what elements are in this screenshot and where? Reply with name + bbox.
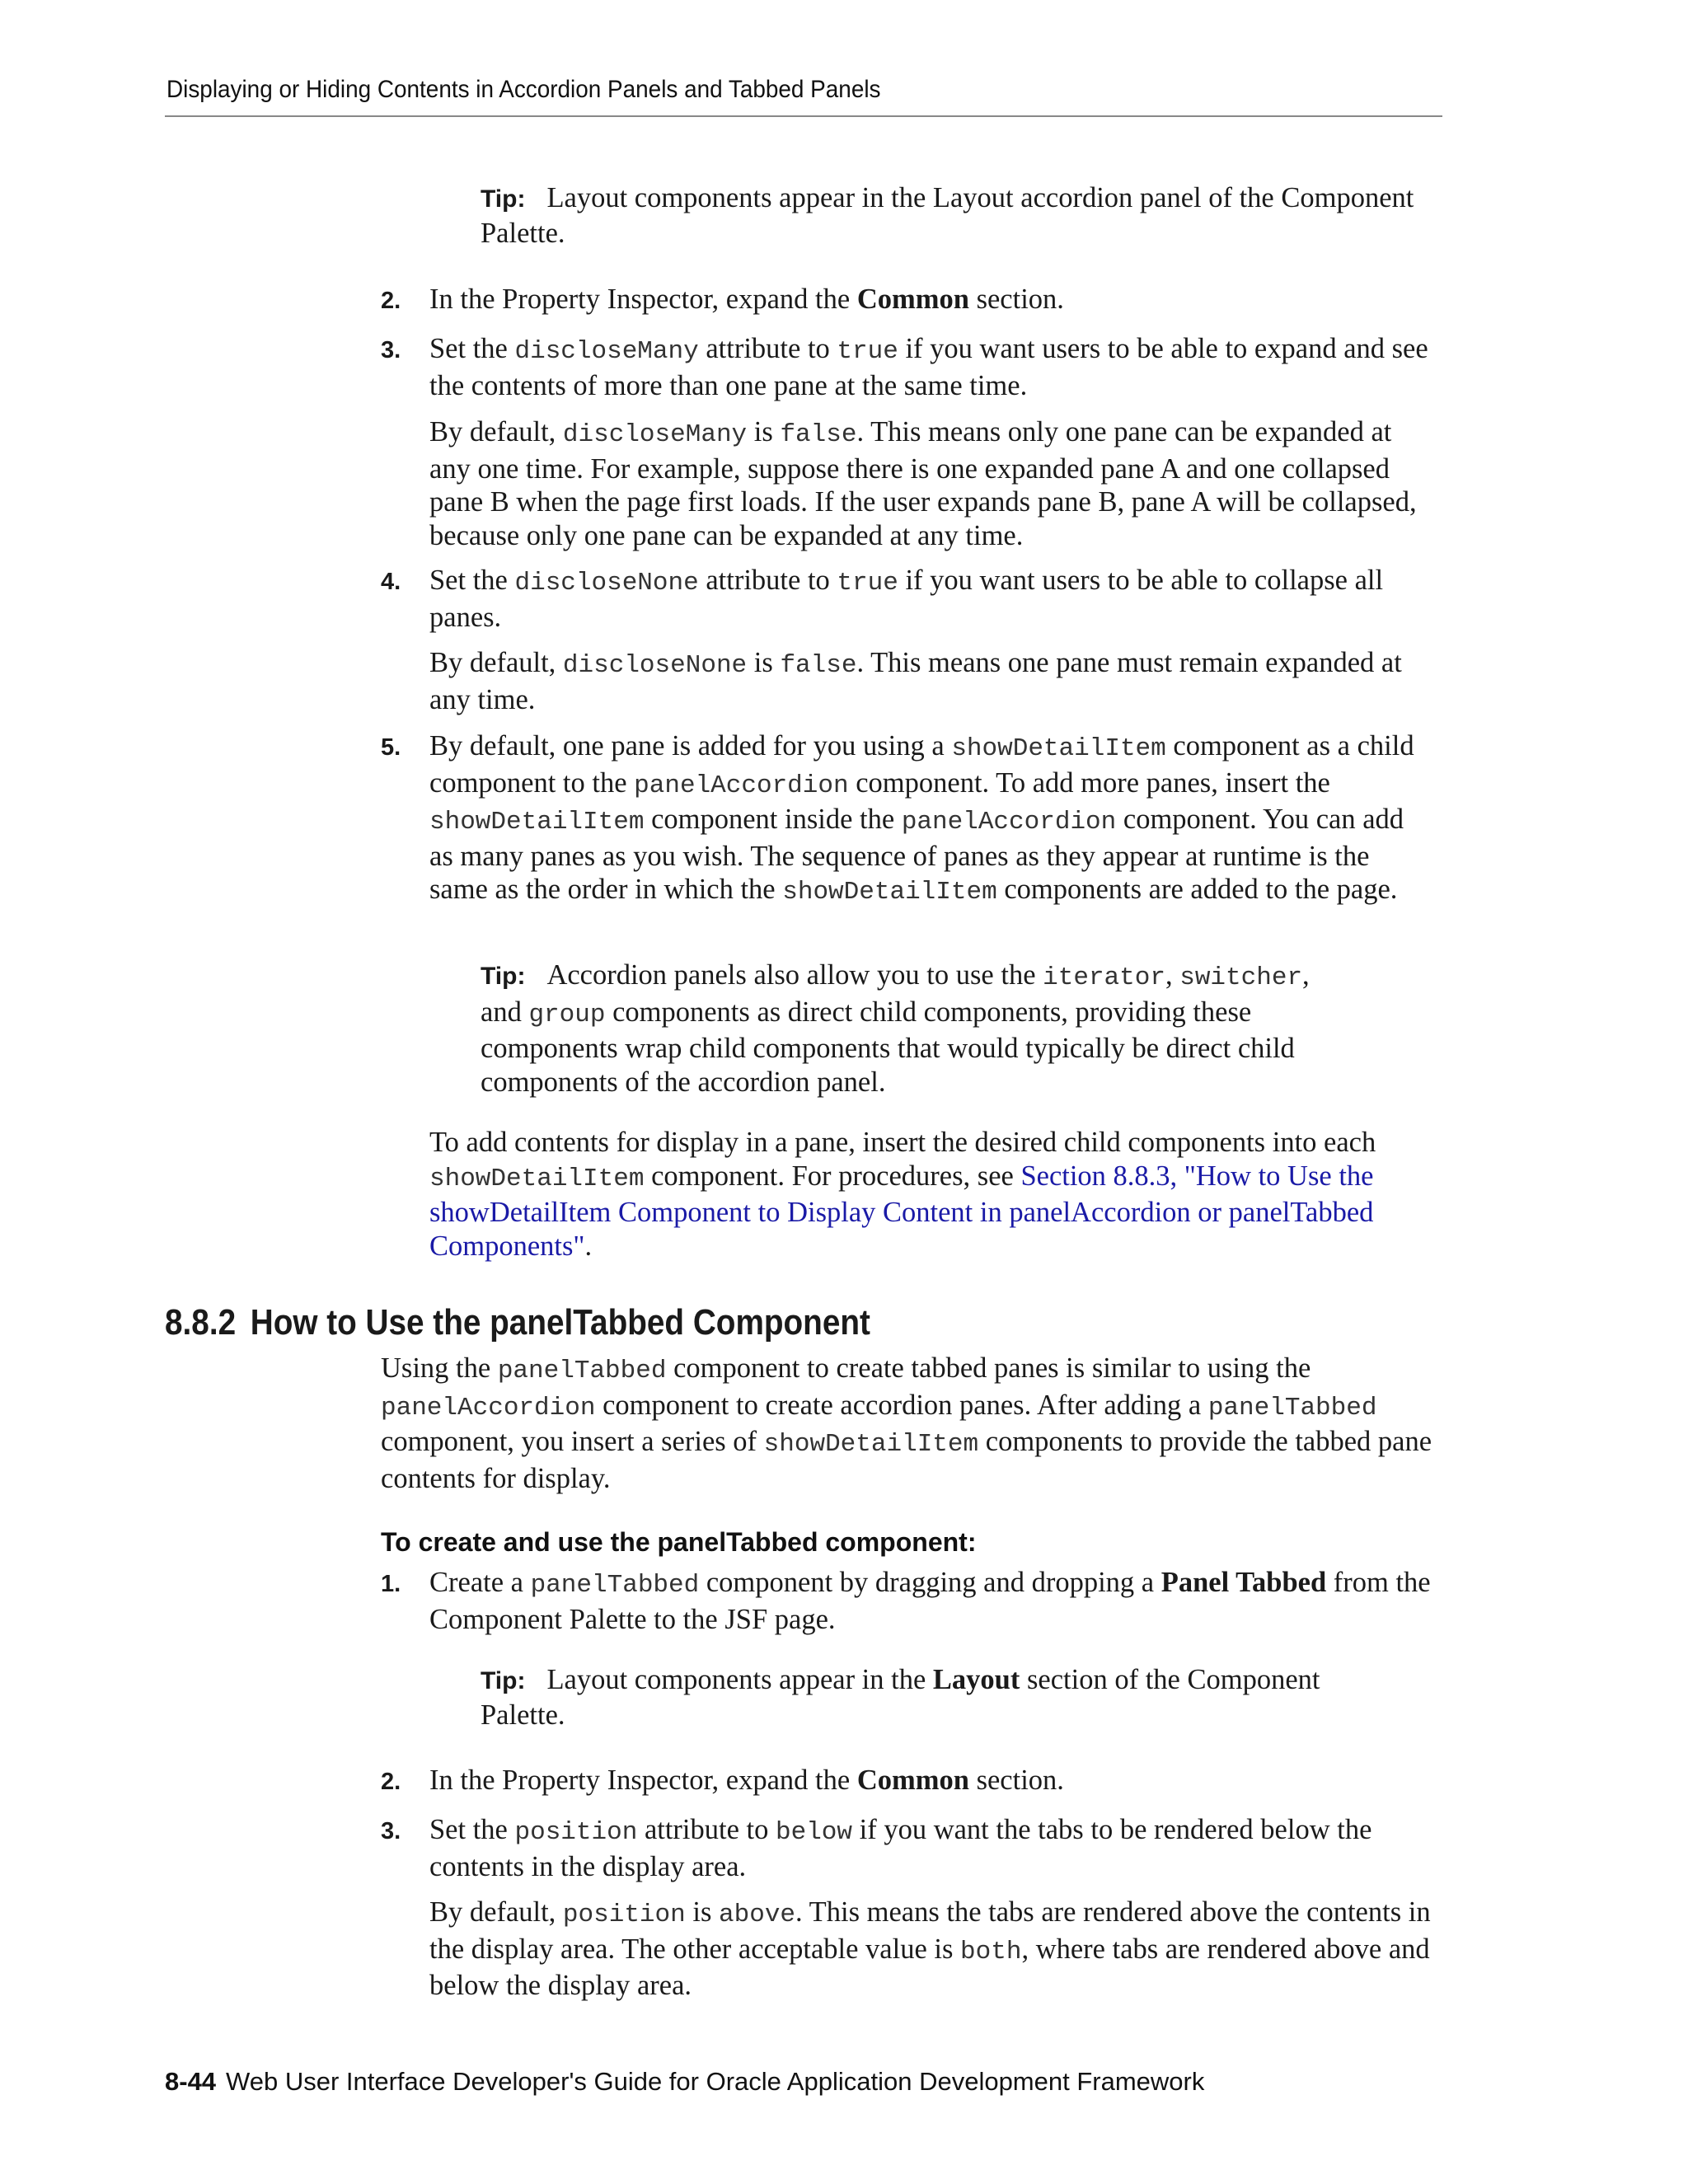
text: components to provide the tabbed pane contents for display. <box>381 1426 1432 1494</box>
add-contents-para <box>429 1126 1431 1263</box>
text: attribute to <box>698 333 837 364</box>
code-text: false <box>780 651 857 680</box>
text: attribute to <box>637 1814 776 1845</box>
running-header: Displaying or Hiding Contents in Accordion Panels and Tabbed Panels <box>166 76 881 103</box>
disclose-many-default-para <box>429 415 1431 552</box>
text: Using the <box>381 1352 498 1384</box>
code-text: showDetailItem <box>429 1164 645 1193</box>
text: if you want the tabs to be rendered below the contents in the display area. <box>429 1814 1372 1882</box>
tip-label: Tip: <box>481 185 526 213</box>
text: Set the <box>429 1814 515 1845</box>
text: is <box>747 647 781 678</box>
page-number: 8-44 <box>165 2067 217 2096</box>
text: section of the Component Palette. <box>481 1664 1320 1731</box>
section-title: How to Use the panelTabbed Component <box>250 1302 870 1343</box>
text: Set the <box>429 333 515 364</box>
step-create-panel-tabbed <box>429 1566 1431 1636</box>
tip-label: Tip: <box>481 1667 526 1694</box>
code-text: both <box>960 1937 1022 1966</box>
text: By default, <box>429 1896 563 1928</box>
text: component. To add more panes, insert the <box>848 766 1330 799</box>
text: . This means the tabs are rendered above the contents in the display area. The other acceptable value is <box>429 1896 1431 1965</box>
text: section. <box>968 1765 1064 1796</box>
step-expand-common <box>429 1764 1431 1797</box>
tip-text: Layout components appear in the Layout accordion panel of the Component Palette. <box>481 182 1414 249</box>
code-text: showDetailItem <box>763 1430 979 1459</box>
text: component by dragging and dropping a <box>699 1567 1161 1598</box>
section-8-8-3-link[interactable]: Section 8.8.3, "How to Use the showDetailItem Component to Display Content in panelAccordion or panelTabbed Components" <box>429 1160 1374 1262</box>
step-number: 3. <box>381 1818 401 1844</box>
code-text: discloseNone <box>514 569 699 598</box>
book-title: Web User Interface Developer's Guide for Oracle Application Development Framework <box>226 2067 1205 2096</box>
code-text: switcher <box>1179 963 1303 992</box>
text: component. For procedures, see <box>644 1160 1021 1192</box>
text: , and <box>481 959 1310 1028</box>
text: Create a <box>429 1567 531 1598</box>
code-text: showDetailItem <box>951 734 1166 763</box>
text: from the Component Palette to the JSF page. <box>429 1567 1431 1635</box>
text: component to create accordion panes. After adding a <box>595 1389 1208 1421</box>
tip-layout-accordion <box>481 181 1420 250</box>
text: section. <box>968 284 1064 315</box>
step-number: 5. <box>381 734 401 761</box>
panel-tabbed-intro <box>381 1352 1436 1495</box>
code-text: panelTabbed <box>530 1571 700 1600</box>
text: components as direct child components, providing these components wrap child components that would typically be direct child components of the accordion panel. <box>481 996 1295 1098</box>
text: attribute to <box>698 565 837 596</box>
text: By default, <box>429 647 563 678</box>
text: component to create tabbed panes is similar to using the <box>666 1352 1311 1384</box>
text: . This means only one pane can be expanded at any one time. For example, suppose there is one expanded pane A and one collapsed pane B when the page first loads. If the user expands pane B, pane A will be collapsed, because only one pane can be expanded at any time. <box>429 416 1417 551</box>
text: In the Property Inspector, expand the <box>429 1765 857 1796</box>
text: To add contents for display in a pane, insert the desired child components into each <box>429 1127 1376 1158</box>
text: component inside the <box>644 804 902 835</box>
code-text: panelAccordion <box>634 771 849 800</box>
text: component. You can add as many panes as you wish. The sequence of panes as they appear at runtime is the same as the order in which the <box>429 804 1404 905</box>
text: component, you insert a series of <box>381 1426 764 1457</box>
step-add-panes <box>429 729 1431 910</box>
text: is <box>747 416 781 448</box>
disclose-none-default-para <box>429 646 1431 716</box>
code-text: showDetailItem <box>429 808 645 837</box>
code-text: position <box>514 1818 638 1847</box>
code-text: panelTabbed <box>1207 1393 1377 1422</box>
code-text: panelTabbed <box>497 1357 667 1385</box>
text: if you want users to be able to collapse all panes. <box>429 565 1384 633</box>
step-number: 4. <box>381 569 401 595</box>
text: component as a child component to the <box>429 730 1414 799</box>
step-expand-common <box>429 283 1431 316</box>
text: By default, one pane is added for you using a <box>429 730 952 762</box>
text: By default, <box>429 416 563 448</box>
code-text: below <box>775 1818 852 1847</box>
text: if you want users to be able to expand and see the contents of more than one pane at the same time. <box>429 333 1428 401</box>
bold-text: Common <box>856 1765 969 1796</box>
header-rule <box>165 115 1442 117</box>
section-number: 8.8.2 <box>165 1302 237 1343</box>
code-text: showDetailItem <box>782 878 997 907</box>
text: . <box>584 1230 593 1262</box>
procedure-heading: To create and use the panelTabbed component: <box>381 1527 977 1557</box>
code-text: false <box>780 420 857 449</box>
code-text: true <box>837 569 898 598</box>
section-heading <box>165 1302 870 1343</box>
step-disclose-none <box>429 564 1431 634</box>
step-number: 3. <box>381 337 401 363</box>
code-text: panelAccordion <box>901 808 1117 837</box>
code-text: discloseMany <box>562 420 748 449</box>
bold-text: Panel Tabbed <box>1160 1567 1327 1598</box>
code-text: position <box>562 1900 686 1929</box>
text: Accordion panels also allow you to use the <box>546 959 1043 991</box>
text: , where tabs are rendered above and below the display area. <box>429 1933 1430 2001</box>
text: Set the <box>429 565 515 596</box>
step-number: 2. <box>381 288 401 314</box>
text: , <box>1165 959 1180 991</box>
position-default-para <box>429 1896 1431 2003</box>
tip-accordion-children <box>481 958 1354 1099</box>
text: In the Property Inspector, expand the <box>429 284 857 315</box>
step-number: 1. <box>381 1571 401 1597</box>
text: is <box>685 1896 720 1928</box>
bold-text: Common <box>856 284 969 315</box>
code-text: above <box>719 1900 796 1929</box>
bold-text: Layout <box>932 1664 1020 1695</box>
code-text: panelAccordion <box>381 1393 596 1422</box>
step-number: 2. <box>381 1769 401 1795</box>
code-text: discloseMany <box>514 337 699 366</box>
code-text: discloseNone <box>562 651 748 680</box>
code-text: group <box>528 1000 606 1029</box>
page-footer <box>165 2067 1204 2097</box>
step-set-position <box>429 1813 1431 1883</box>
text: Layout components appear in the <box>546 1664 933 1695</box>
text: components are added to the page. <box>996 874 1398 905</box>
tip-layout-section <box>481 1663 1354 1732</box>
code-text: true <box>837 337 898 366</box>
code-text: iterator <box>1043 963 1165 992</box>
step-disclose-many <box>429 332 1431 402</box>
tip-label: Tip: <box>481 963 526 990</box>
text: . This means one pane must remain expanded at any time. <box>429 647 1402 715</box>
